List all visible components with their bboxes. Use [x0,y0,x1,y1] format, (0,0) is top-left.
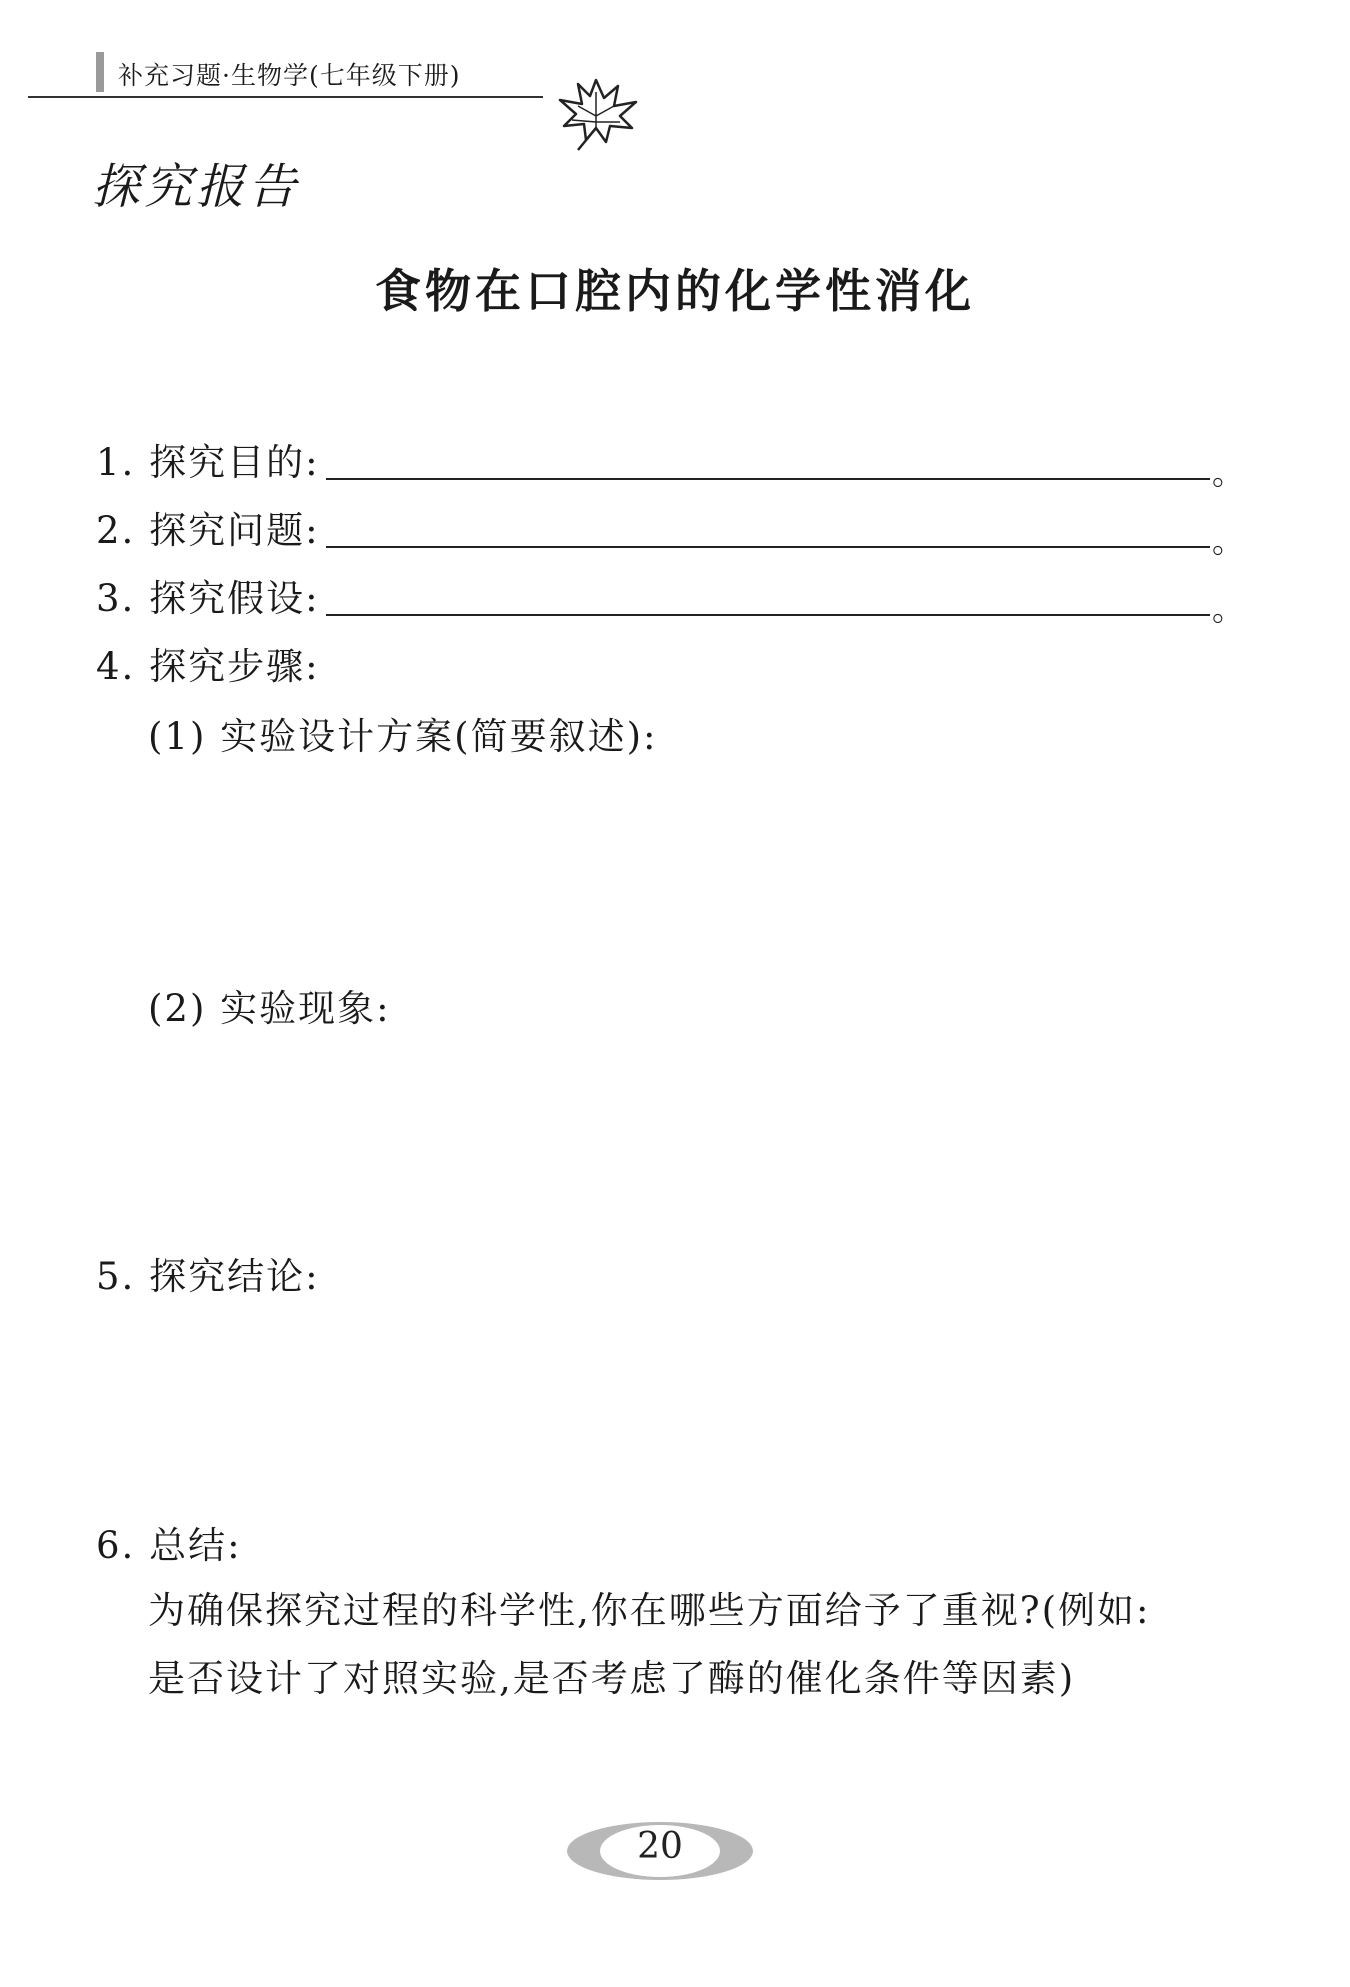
summary-text-line-1: 为确保探究过程的科学性,你在哪些方面给予了重视?(例如: [148,1589,1151,1632]
section-label: 探究报告 [92,159,301,215]
item-hypothesis-label: 3. 探究假设: [96,577,320,620]
hypothesis-period: 。 [1212,590,1245,628]
sub-item-phenomenon-label: (2) 实验现象: [148,987,391,1030]
purpose-answer-line[interactable] [326,478,1210,480]
maple-leaf-icon [548,72,648,152]
sub-item-design-label: (1) 实验设计方案(简要叙述): [148,715,658,758]
item-conclusion-label: 5. 探究结论: [96,1255,320,1298]
hypothesis-answer-line[interactable] [326,614,1210,616]
report-title: 食物在口腔内的化学性消化 [375,264,975,318]
summary-text-line-2: 是否设计了对照实验,是否考虑了酶的催化条件等因素) [148,1657,1076,1700]
header-title: 补充习题·生物学(七年级下册) [118,61,461,90]
item-purpose-label: 1. 探究目的: [96,441,320,484]
question-answer-line[interactable] [326,546,1210,548]
purpose-period: 。 [1212,454,1245,492]
question-period: 。 [1212,522,1245,560]
header-rule [28,96,543,98]
item-steps-label: 4. 探究步骤: [96,645,320,688]
item-summary-label: 6. 总结: [96,1524,242,1567]
running-header [28,48,548,100]
page-number: 20 [637,1826,683,1867]
header-accent-bar [96,52,104,92]
item-question-label: 2. 探究问题: [96,509,320,552]
